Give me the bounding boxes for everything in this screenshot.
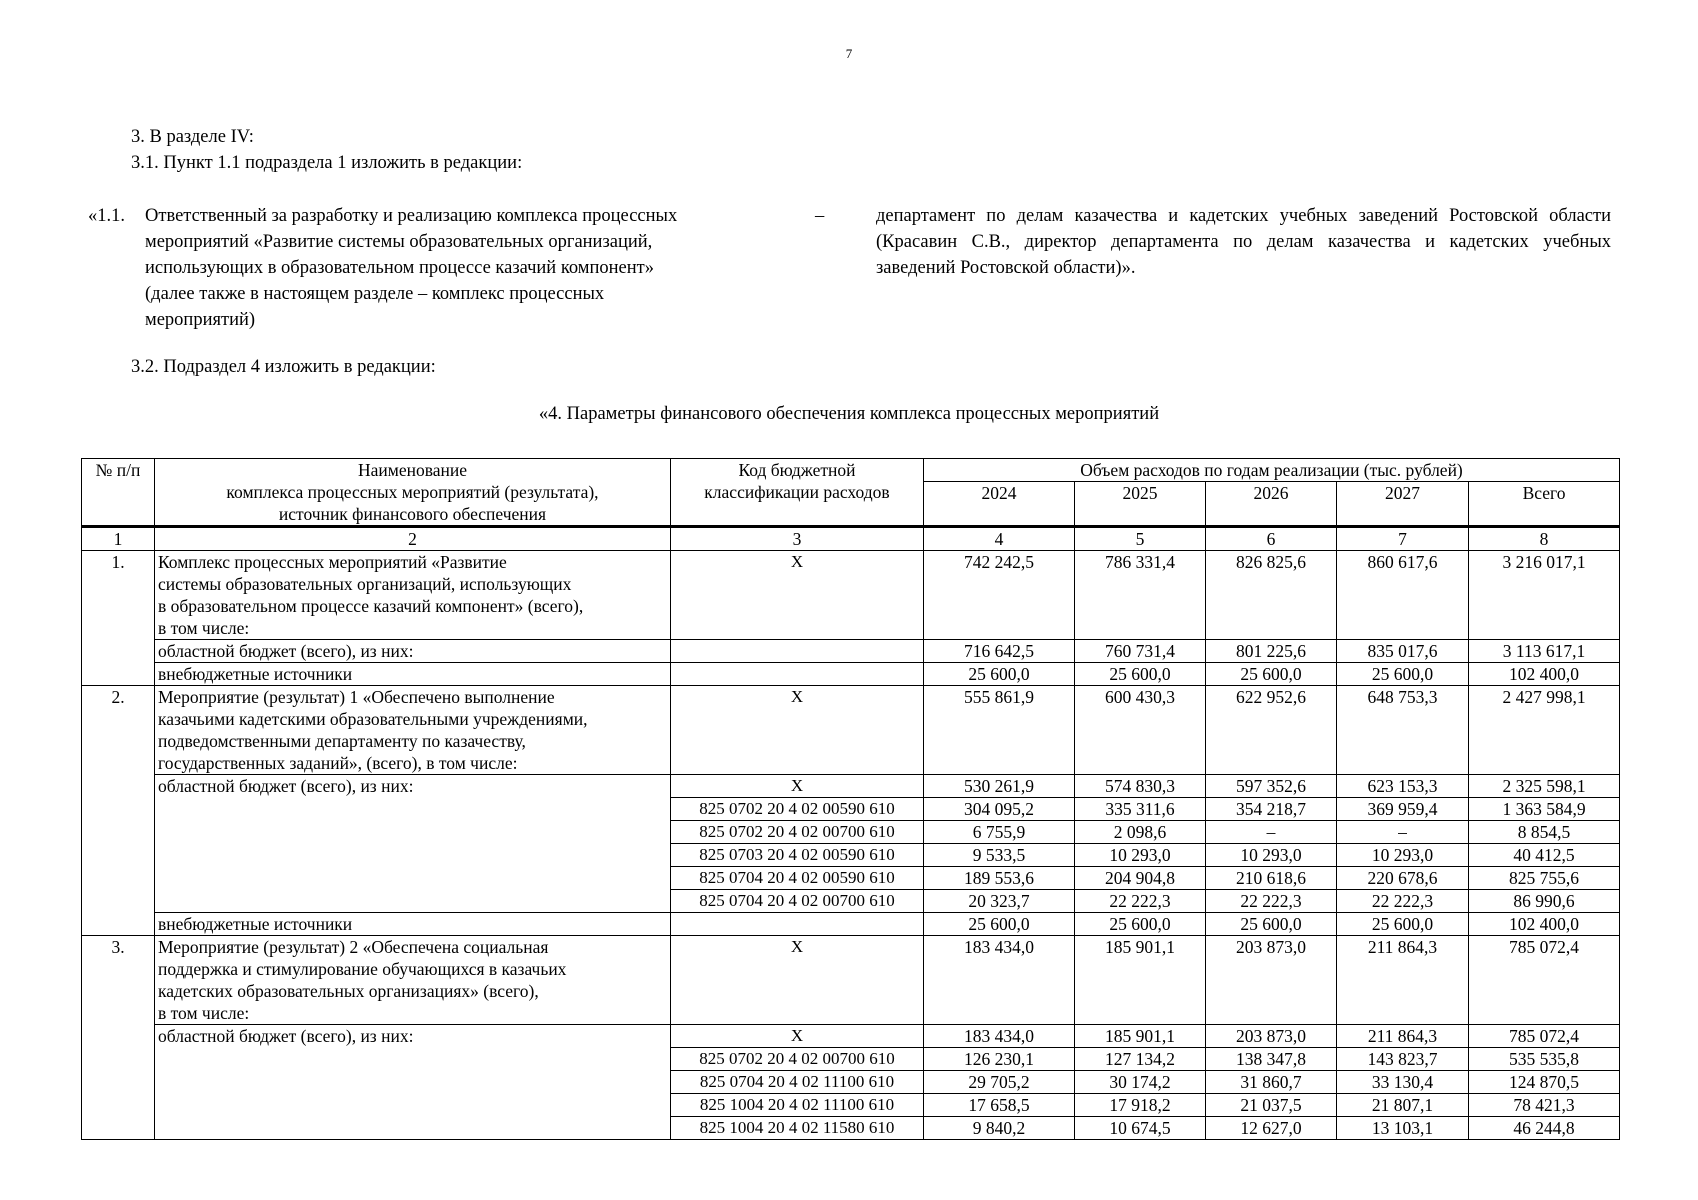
- value-2024: 189 553,6: [924, 867, 1075, 890]
- value-2027: 143 823,7: [1337, 1048, 1469, 1071]
- item-left-line: использующих в образовательном процессе казачий компонент»: [145, 258, 654, 278]
- table-row: [82, 1025, 1620, 1048]
- value-2024: 9 840,2: [924, 1117, 1075, 1140]
- table-row: [82, 775, 1620, 798]
- value-2027: 623 153,3: [1337, 775, 1469, 798]
- col-number: 4: [924, 527, 1075, 551]
- value-total: 86 990,6: [1469, 890, 1620, 913]
- value-2025: 10 293,0: [1075, 844, 1206, 867]
- row-name: [155, 686, 671, 775]
- col-number: 8: [1469, 527, 1620, 551]
- value-2024: 25 600,0: [924, 663, 1075, 686]
- value-2027: 22 222,3: [1337, 890, 1469, 913]
- value-2026: 31 860,7: [1206, 1071, 1337, 1094]
- value-2027: 25 600,0: [1337, 913, 1469, 936]
- value-2026: 826 825,6: [1206, 551, 1337, 640]
- item-right-line: (Красавин С.В., директор департамента по делам казачества и кадетских учебных: [876, 232, 1611, 252]
- row-code: Х: [671, 1025, 924, 1048]
- row-name-line: подведомственными департаменту по казачеству,: [158, 731, 526, 751]
- row-name: областной бюджет (всего), из них:: [155, 640, 671, 663]
- value-total: 3 113 617,1: [1469, 640, 1620, 663]
- item-left-line: мероприятий «Развитие системы образовательных организаций,: [145, 232, 653, 252]
- item-left-line: мероприятий): [145, 310, 256, 330]
- value-total: 46 244,8: [1469, 1117, 1620, 1140]
- value-2024: 183 434,0: [924, 936, 1075, 1025]
- row-name: [155, 551, 671, 640]
- row-name: [155, 936, 671, 1025]
- row-code: [671, 640, 924, 663]
- value-2025: 127 134,2: [1075, 1048, 1206, 1071]
- value-2027: 33 130,4: [1337, 1071, 1469, 1094]
- value-2025: 17 918,2: [1075, 1094, 1206, 1117]
- value-2025: 2 098,6: [1075, 821, 1206, 844]
- value-total: 102 400,0: [1469, 913, 1620, 936]
- value-2025: 204 904,8: [1075, 867, 1206, 890]
- value-2027: 648 753,3: [1337, 686, 1469, 775]
- value-2026: 21 037,5: [1206, 1094, 1337, 1117]
- row-code: 825 0703 20 4 02 00590 610: [671, 844, 924, 867]
- value-2024: 9 533,5: [924, 844, 1075, 867]
- value-2025: 30 174,2: [1075, 1071, 1206, 1094]
- table-row: [82, 936, 1620, 1025]
- value-2025: 22 222,3: [1075, 890, 1206, 913]
- row-code: [671, 913, 924, 936]
- row-code: 825 0702 20 4 02 00590 610: [671, 798, 924, 821]
- row-name-line: в том числе:: [158, 618, 250, 638]
- header-num: № п/п: [82, 459, 155, 527]
- row-name: внебюджетные источники: [155, 913, 671, 936]
- value-2024: 304 095,2: [924, 798, 1075, 821]
- col-number: 7: [1337, 527, 1469, 551]
- value-2026: 203 873,0: [1206, 936, 1337, 1025]
- header-code-line: Код бюджетной: [738, 460, 856, 480]
- value-total: 785 072,4: [1469, 936, 1620, 1025]
- value-2024: 29 705,2: [924, 1071, 1075, 1094]
- value-total: 785 072,4: [1469, 1025, 1620, 1048]
- col-number: 3: [671, 527, 924, 551]
- value-2026: 801 225,6: [1206, 640, 1337, 663]
- row-number: 1.: [82, 551, 155, 686]
- header-name-line: источник финансового обеспечения: [278, 504, 547, 524]
- item-right-text: [876, 203, 1611, 281]
- item-right-line: заведений Ростовской области)».: [876, 258, 1136, 278]
- row-code: 825 1004 20 4 02 11100 610: [671, 1094, 924, 1117]
- row-name: областной бюджет (всего), из них:: [155, 1025, 671, 1140]
- value-total: 40 412,5: [1469, 844, 1620, 867]
- value-2026: 138 347,8: [1206, 1048, 1337, 1071]
- value-2026: 354 218,7: [1206, 798, 1337, 821]
- value-2024: 126 230,1: [924, 1048, 1075, 1071]
- paragraph-subsection-4: 3.2. Подраздел 4 изложить в редакции:: [131, 357, 436, 377]
- row-code: [671, 663, 924, 686]
- table-row: [82, 663, 1620, 686]
- row-code: Х: [671, 775, 924, 798]
- value-2024: 555 861,9: [924, 686, 1075, 775]
- item-left-line: (далее также в настоящем разделе – комплекс процессных: [145, 284, 605, 304]
- row-code: Х: [671, 936, 924, 1025]
- row-name-line: Мероприятие (результат) 1 «Обеспечено выполнение: [158, 687, 555, 707]
- row-number: 2.: [82, 686, 155, 936]
- header-code: [671, 459, 924, 527]
- value-total: 124 870,5: [1469, 1071, 1620, 1094]
- row-name-line: системы образовательных организаций, использующих: [158, 574, 572, 594]
- page-number: 7: [845, 46, 853, 61]
- value-total: 8 854,5: [1469, 821, 1620, 844]
- col-number: 5: [1075, 527, 1206, 551]
- value-2027: 369 959,4: [1337, 798, 1469, 821]
- paragraph-section-iv: 3. В разделе IV:: [131, 127, 254, 147]
- value-2026: 622 952,6: [1206, 686, 1337, 775]
- row-number: 3.: [82, 936, 155, 1140]
- item-number: «1.1.: [88, 206, 125, 226]
- col-number: 2: [155, 527, 671, 551]
- col-number: 1: [82, 527, 155, 551]
- value-2027: 860 617,6: [1337, 551, 1469, 640]
- value-2025: 185 901,1: [1075, 1025, 1206, 1048]
- row-code: 825 0704 20 4 02 11100 610: [671, 1071, 924, 1094]
- row-name-line: поддержка и стимулирование обучающихся в казачьих: [158, 959, 567, 979]
- header-year-2025: 2025: [1075, 482, 1206, 527]
- row-name: внебюджетные источники: [155, 663, 671, 686]
- value-2025: 25 600,0: [1075, 663, 1206, 686]
- header-name-line: Наименование: [357, 460, 468, 480]
- item-left-line: Ответственный за разработку и реализацию комплекса процессных: [145, 206, 678, 226]
- value-2024: 183 434,0: [924, 1025, 1075, 1048]
- row-code: 825 0702 20 4 02 00700 610: [671, 821, 924, 844]
- item-dash: –: [815, 206, 825, 226]
- value-total: 102 400,0: [1469, 663, 1620, 686]
- row-name-line: государственных заданий», (всего), в том числе:: [158, 753, 518, 773]
- item-right-line: департамент по делам казачества и кадетских учебных заведений Ростовской области: [876, 206, 1611, 226]
- header-volume: Объем расходов по годам реализации (тыс. рублей): [924, 459, 1620, 482]
- value-total: 2 427 998,1: [1469, 686, 1620, 775]
- value-2027: 13 103,1: [1337, 1117, 1469, 1140]
- header-total: Всего: [1469, 482, 1620, 527]
- row-name-line: кадетских образовательных организациях» (всего),: [158, 981, 539, 1001]
- header-name: [155, 459, 671, 527]
- row-name-line: в образовательном процессе казачий компонент» (всего),: [158, 596, 584, 616]
- value-2024: 17 658,5: [924, 1094, 1075, 1117]
- value-2026: 203 873,0: [1206, 1025, 1337, 1048]
- value-2025: 760 731,4: [1075, 640, 1206, 663]
- row-code: 825 0702 20 4 02 00700 610: [671, 1048, 924, 1071]
- value-total: 1 363 584,9: [1469, 798, 1620, 821]
- value-2026: 22 222,3: [1206, 890, 1337, 913]
- row-code: 825 0704 20 4 02 00590 610: [671, 867, 924, 890]
- header-year-2026: 2026: [1206, 482, 1337, 527]
- value-2025: 335 311,6: [1075, 798, 1206, 821]
- row-code: 825 1004 20 4 02 11580 610: [671, 1117, 924, 1140]
- value-total: 535 535,8: [1469, 1048, 1620, 1071]
- header-year-2027: 2027: [1337, 482, 1469, 527]
- value-2027: –: [1337, 821, 1469, 844]
- value-2026: 25 600,0: [1206, 913, 1337, 936]
- value-2025: 25 600,0: [1075, 913, 1206, 936]
- row-name-line: казачьими кадетскими образовательными учреждениями,: [158, 709, 588, 729]
- value-2025: 786 331,4: [1075, 551, 1206, 640]
- value-2027: 10 293,0: [1337, 844, 1469, 867]
- header-year-2024: 2024: [924, 482, 1075, 527]
- row-code: 825 0704 20 4 02 00700 610: [671, 890, 924, 913]
- value-total: 78 421,3: [1469, 1094, 1620, 1117]
- header-name-line: комплекса процессных мероприятий (результата),: [226, 482, 599, 502]
- value-2027: 21 807,1: [1337, 1094, 1469, 1117]
- value-2024: 6 755,9: [924, 821, 1075, 844]
- header-code-line: классификации расходов: [704, 482, 890, 502]
- financing-table: [81, 458, 1620, 1140]
- value-2024: 25 600,0: [924, 913, 1075, 936]
- row-name-line: Мероприятие (результат) 2 «Обеспечена социальная: [158, 937, 549, 957]
- value-2026: 12 627,0: [1206, 1117, 1337, 1140]
- item-left-text: [145, 203, 765, 333]
- value-2026: 25 600,0: [1206, 663, 1337, 686]
- value-2025: 600 430,3: [1075, 686, 1206, 775]
- row-name: областной бюджет (всего), из них:: [155, 775, 671, 913]
- value-2027: 211 864,3: [1337, 1025, 1469, 1048]
- row-code: Х: [671, 551, 924, 640]
- value-total: 825 755,6: [1469, 867, 1620, 890]
- row-name-line: Комплекс процессных мероприятий «Развитие: [158, 552, 507, 572]
- value-total: 2 325 598,1: [1469, 775, 1620, 798]
- table-row: [82, 551, 1620, 640]
- value-total: 3 216 017,1: [1469, 551, 1620, 640]
- value-2027: 220 678,6: [1337, 867, 1469, 890]
- value-2027: 211 864,3: [1337, 936, 1469, 1025]
- value-2024: 530 261,9: [924, 775, 1075, 798]
- value-2025: 185 901,1: [1075, 936, 1206, 1025]
- value-2027: 835 017,6: [1337, 640, 1469, 663]
- row-code: Х: [671, 686, 924, 775]
- section-title: «4. Параметры финансового обеспечения комплекса процессных мероприятий: [538, 404, 1160, 424]
- value-2024: 716 642,5: [924, 640, 1075, 663]
- value-2027: 25 600,0: [1337, 663, 1469, 686]
- table-row: [82, 686, 1620, 775]
- value-2026: 597 352,6: [1206, 775, 1337, 798]
- value-2026: –: [1206, 821, 1337, 844]
- col-number: 6: [1206, 527, 1337, 551]
- table-row: [82, 913, 1620, 936]
- value-2024: 20 323,7: [924, 890, 1075, 913]
- value-2025: 10 674,5: [1075, 1117, 1206, 1140]
- value-2026: 10 293,0: [1206, 844, 1337, 867]
- row-name-line: в том числе:: [158, 1003, 250, 1023]
- value-2026: 210 618,6: [1206, 867, 1337, 890]
- value-2024: 742 242,5: [924, 551, 1075, 640]
- value-2025: 574 830,3: [1075, 775, 1206, 798]
- paragraph-item-1-1: 3.1. Пункт 1.1 подраздела 1 изложить в редакции:: [131, 153, 523, 173]
- table-row: [82, 640, 1620, 663]
